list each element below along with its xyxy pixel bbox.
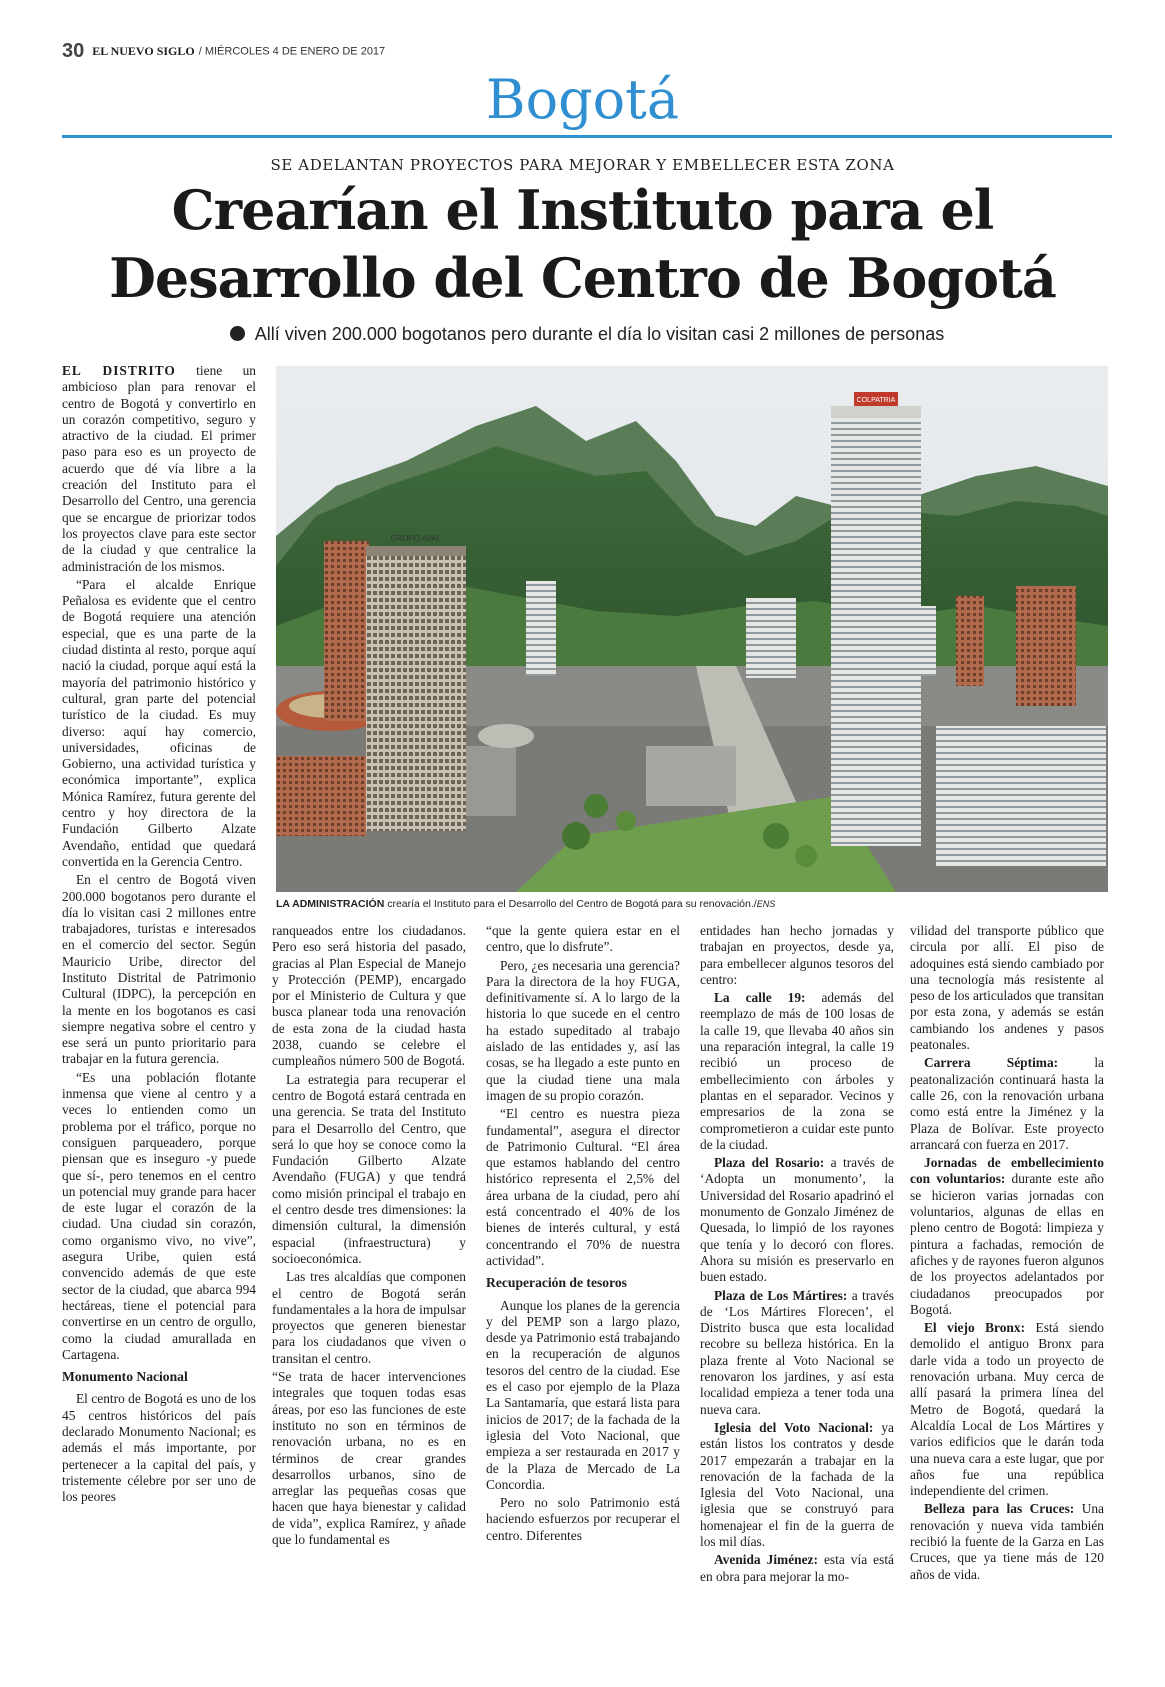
paragraph-text: ya están listos los contratos y desde 2017 empezarán a trabajar en la renovación de la fachada de la Iglesia del Voto Nacional, una iglesia que se construyó para homenajear el fin de la guerra de los mil días.: [700, 1419, 894, 1549]
article-column-1: [62, 363, 256, 1507]
paragraph: Las tres alcaldías que componen el centro de Bogotá serán fundamentales a la hora de impulsar proyectos que generen bienestar para los ciudadanos que viven o transitan el centro.: [272, 1269, 466, 1366]
paragraph: En el centro de Bogotá viven 200.000 bogotanos pero durante el día lo visitan casi 2 millones entre trabajadores, turistas e interesados en el comercio del sector. Según Mauricio Uribe, director del Instituto Distrital de Patrimonio Cultural (IDPC), la percepción en la mente en los bogotanos es casi siempre negativa sobre el centro y ese será un punto prioritario para trabajar en la futura gerencia.: [62, 872, 256, 1067]
paragraph: Pero, ¿es necesaria una gerencia? Para la directora de la hoy FUGA, definitivamente sí. A lo largo de la historia lo que sucede en el centro ha estado supeditado al trabajo aislado de las entidades y, así las cosas, se ha llegado a este punto en que la ciudad tiene una mala imagen de su propio corazón.: [486, 957, 680, 1103]
paragraph: Aunque los planes de la gerencia y del PEMP son a largo plazo, desde ya Patrimonio está trabajando en la recuperación de algunos tesoros del centro de la ciudad. Ese es el caso por ejemplo de la Plaza La Santamaría, que estará lista para inicios de 2017; de la fachada de la iglesia del Voto Nacional, que empieza a ser restaurada en 2017 y de la Plaza de Mercado de La Concordia.: [486, 1297, 680, 1492]
lead-word: EL DISTRITO: [62, 363, 176, 378]
paragraph: [910, 1055, 1104, 1153]
paragraph: ranqueados entre los ciudadanos. Pero eso será historia del pasado, gracias al Plan Especial de Manejo y Protección (PEMP), encargado por el Ministerio de Cultura y que busca planear toda una renovación de esta zona de la ciudad hasta 2038, cuando se celebre el cumpleaños número 500 de Bogotá.: [272, 923, 466, 1069]
paragraph: [910, 1320, 1104, 1499]
paragraph: La estrategia para recuperar el centro de Bogotá estará centrada en una gerencia. Se trata del Instituto para el Desarrollo del Centro, que será lo que hoy se conoce como la Fundación Gilberto Alzate Avendaño (FUGA) y que tendrá como misión principal el trabajo en el centro desde tres dimensiones: la dimensión cultural, la dimensión espacial (infraestructura) y socioeconómica.: [272, 1071, 466, 1266]
article-column-4: [700, 923, 894, 1587]
paragraph: “Es una población flotante inmensa que viene al centro y a veces lo entienden como un problema por el tráfico, porque no consiguen parqueadero, porque piensan que es inseguro -y puede que sí-, pero tenemos en el centro un potencial muy grande para hacer de este lugar el corazón de la ciudad. Una ciudad sin corazón, como organismo vivo, no vive”, asegura Uribe, quien está convencido además de que este sector de la ciudad, que abarca 994 hectáreas, tiene el potencial para convertirse en un centro de orgullo, como la ciudad amurallada en Cartagena.: [62, 1069, 256, 1362]
item-lead: Plaza de Los Mártires:: [714, 1287, 848, 1303]
paragraph-text: Está siendo demolido el antiguo Bronx para darle vida a todo un proyecto de renovación urbana. Muy cerca de allí pasará la primera línea del Metro de Bogotá, quedará la Alcaldía Local de Los Mártires y varios edificios que le darán toda una nueva cara a este lugar, que por años fue una república independiente del crimen.: [910, 1320, 1104, 1499]
paragraph-text: a través de ‘Los Mártires Florecen’, el Distrito busca que esta localidad recobre su belleza histórica. En la plaza frente al Voto Nacional se renovaron los jardines, y así esta localidad empieza a tener toda una nueva cara.: [700, 1287, 894, 1417]
item-lead: El viejo Bronx:: [924, 1320, 1026, 1336]
item-lead: Plaza del Rosario:: [714, 1155, 825, 1171]
article-column-2: [272, 923, 466, 1550]
issue-date: / MIÉRCOLES 4 DE ENERO DE 2017: [198, 45, 386, 58]
paragraph: [62, 363, 256, 575]
paragraph-text: Una renovación y nueva vida también recibió la fuente de la Garza en Las Cruces, que ya tiene más de 120 años de vida.: [910, 1501, 1104, 1582]
paragraph: [700, 1420, 894, 1550]
paragraph: “que la gente quiera estar en el centro, que lo disfrute”.: [486, 923, 680, 955]
paragraph: [700, 1552, 894, 1585]
paragraph-text: además del reemplazo de más de 100 losas de la calle 19, que llevaba 40 años sin una reparación integral, la calle 19 recibió un proceso de embellecimiento con árboles y plantas en el separador. Vecinos y empresarios de la zona se comprometieron a cuidar este punto de la ciudad.: [700, 990, 894, 1152]
sign-left: GRUPO AVAL: [390, 534, 442, 543]
article-column-3: [486, 923, 680, 1546]
paragraph: [910, 1501, 1104, 1582]
item-lead: Iglesia del Voto Nacional:: [714, 1419, 874, 1435]
paragraph: “Para el alcalde Enrique Peñalosa es evidente que el centro de Bogotá requiere una atención especial, que es una parte de la ciudad distinta al resto, porque aquí nació la ciudad, porque aquí está la mayoría del patrimonio histórico y cultural, gran parte del potencial turístico de la ciudad. Es muy diverso: aquí hay comercio, universidades, oficinas de Gobierno, una actividad turística y económica importante”, explica Mónica Ramírez, futura gerente del centro y hoy directora de la Fundación Gilberto Alzate Avendaño, entidad que quedará convertida en la Gerencia Centro.: [62, 576, 256, 869]
subhead-monumento: Monumento Nacional: [62, 1369, 188, 1385]
subheadline-text: Allí viven 200.000 bogotanos pero durante el día lo visitan casi 2 millones de personas: [254, 324, 945, 344]
caption-lead: LA ADMINISTRACIÓN: [276, 898, 385, 910]
article-photo: [276, 366, 1108, 892]
publication-name: EL NUEVO SIGLO: [92, 44, 195, 58]
section-title: Bogotá: [485, 68, 680, 131]
city-skyline-illustration: [276, 366, 1108, 892]
paragraph: entidades han hecho jornadas y trabajan en proyectos, desde ya, para embellecer algunos tesoros del centro:: [700, 923, 894, 987]
paragraph: [700, 990, 894, 1153]
item-lead: Avenida Jiménez:: [714, 1552, 818, 1568]
bullet-icon: [230, 326, 245, 341]
paragraph-text: a través de ‘Adopta un monumento’, la Universidad del Rosario apadrinó el monumento de Gonzalo Jiménez de Quesada, lo limpió de los rayones que tenía y lo decoró con flores. Ahora su misión es preservarlo en buen estado.: [700, 1155, 894, 1285]
caption-text: crearía el Instituto para el Desarrollo del Centro de Bogotá para su renovación./: [384, 898, 757, 910]
paragraph-text: la peatonalización continuará hasta la calle 26, con la renovación urbana como está entre la Jiménez y la Plaza de Bolívar. Este proyecto arrancará con fuerza en 2017.: [910, 1055, 1104, 1152]
item-lead: La calle 19:: [714, 990, 806, 1006]
page-number: 30: [62, 40, 85, 62]
section-divider: [62, 135, 1112, 138]
item-lead: Belleza para las Cruces:: [924, 1501, 1075, 1517]
paragraph-text: durante este año se hicieron varias jornadas con voluntarios, algunas de ellas en pleno centro de Bogotá: limpieza y pintura a fachadas, remoción de afiches y de rayones fueron algunos de los proyectos adelantados por ciudadanos preocupados por Bogotá.: [910, 1171, 1104, 1317]
article-subheadline: [62, 324, 1112, 345]
article-headline: [40, 176, 1125, 312]
caption-credit: ENS: [756, 899, 776, 909]
subhead-recuperacion: Recuperación de tesoros: [486, 1275, 627, 1291]
paragraph: vilidad del transporte público que circula por allí. El piso de adoquines está siendo cambiado por una tecnología más resistente al peso de los articulados que transitan por esta zona, y además se están cambiando los andenes y pasos peatonales.: [910, 923, 1104, 1053]
article-column-5: [910, 923, 1104, 1585]
sign-right: COLPATRIA: [856, 397, 896, 404]
headline-line-2: Desarrollo del Centro de Bogotá: [109, 246, 1056, 310]
paragraph: [700, 1155, 894, 1285]
masthead: [62, 40, 1112, 64]
paragraph: “El centro es nuestra pieza fundamental”, asegura el director de Patrimonio Cultural. “El área que estamos hablando del centro histórico representa el 2,5% del área urbana de la ciudad, pero ahí está concentrado el 40% de los bienes de interés cultural, y está concentrando el 70% de nuestra actividad”.: [486, 1106, 680, 1268]
item-lead: Carrera Séptima:: [924, 1055, 1059, 1071]
headline-line-1: Crearían el Instituto para el: [171, 178, 994, 242]
paragraph: [700, 1288, 894, 1418]
paragraph: Pero no solo Patrimonio está haciendo esfuerzos por recuperar el centro. Diferentes: [486, 1495, 680, 1543]
photo-caption: [276, 898, 1108, 910]
paragraph: “Se trata de hacer intervenciones integrales que toquen todas esas áreas, por eso las funciones de este instituto no son en términos de renovación urbana, no es en términos de crear grandes desarrollos urbanos, sino de arreglar las pequeñas cosas que hacen que haya bienestar y calidad de vida”, explica Ramírez, y añade que lo fundamental es: [272, 1369, 466, 1547]
article-kicker: SE ADELANTAN PROYECTOS PARA MEJORAR Y EMBELLECER ESTA ZONA: [270, 156, 895, 174]
paragraph: [910, 1155, 1104, 1318]
item-lead: Jornadas de embellecimiento con voluntarios:: [910, 1155, 1104, 1187]
paragraph-text: esta vía está en obra para mejorar la mo-: [700, 1552, 894, 1584]
paragraph: El centro de Bogotá es uno de los 45 centros históricos del país declarado Monumento Nacional; es además el más importante, por pertenecer a la capital del país, y tristemente célebre por ser uno de los peores: [62, 1391, 256, 1505]
paragraph-text: tiene un ambicioso plan para renovar el centro de Bogotá y convertirlo en un corazón competitivo, seguro y atractivo de la ciudad. El primer paso para eso es un proyecto de acuerdo que dé vía libre a la creación del Instituto para el Desarrollo del Centro, una gerencia que se encargue de priorizar todos los proyectos clave para este sector de la ciudad y que centralice la administración de los mismos.: [62, 363, 257, 574]
